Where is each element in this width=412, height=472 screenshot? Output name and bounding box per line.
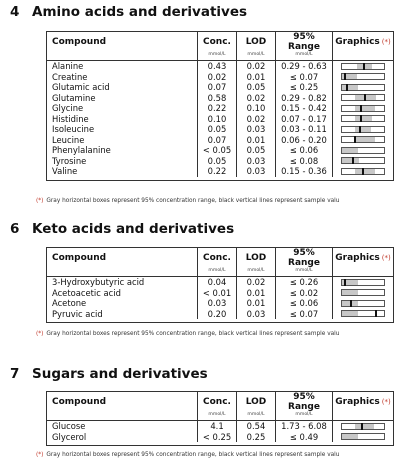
keto-acids-table (46, 247, 394, 323)
table-bottom-padding (47, 319, 393, 322)
lod-value: 0.02 (246, 92, 266, 103)
sample-value-marker (346, 84, 348, 91)
table-row (47, 166, 393, 177)
table-row (47, 309, 393, 320)
header-range: 95% Range (288, 32, 320, 52)
footnote-mark: (*) (36, 198, 44, 204)
range-box (342, 290, 358, 295)
table-row (47, 114, 393, 125)
sample-value-marker (360, 105, 362, 112)
graphics-cell (333, 157, 393, 164)
range-value: 0.15 - 0.42 (281, 103, 327, 114)
table-row (47, 124, 393, 135)
table-header (47, 392, 393, 412)
lod-value: 0.05 (246, 82, 266, 93)
lod-value: 0.03 (246, 155, 266, 166)
range-value: ≤ 0.07 (289, 308, 319, 319)
header-graphics-label: Graphics (335, 253, 380, 263)
range-box (342, 158, 359, 163)
unit-range: mmol/L (295, 52, 313, 57)
section-heading: Sugars and derivatives (32, 366, 208, 382)
concentration-value: < 0.25 (202, 431, 232, 442)
range-bar (341, 136, 385, 143)
lod-value: 0.02 (246, 113, 266, 124)
lod-value: 0.10 (246, 103, 266, 114)
concentration-value: 0.10 (207, 113, 227, 124)
range-value: ≤ 0.49 (289, 431, 319, 442)
range-value: 0.03 - 0.11 (281, 124, 327, 135)
section-number: 4 (10, 4, 20, 20)
range-bar (341, 115, 385, 122)
graphics-cell (333, 289, 393, 296)
range-bar (341, 168, 385, 175)
concentration-value: 0.07 (207, 82, 227, 93)
compound-name: Creatine (52, 71, 88, 82)
sample-value-marker (350, 300, 352, 307)
range-box (354, 137, 375, 142)
footnote-mark: (*) (36, 452, 44, 458)
unit-lod: mmol/L (247, 412, 265, 417)
header-compound: Compound (52, 253, 107, 263)
range-box (355, 424, 374, 429)
concentration-value: < 0.05 (202, 145, 232, 156)
graphics-cell (333, 310, 393, 317)
section-number: 6 (10, 221, 20, 237)
table-row (47, 103, 393, 114)
concentration-value: < 0.01 (202, 287, 232, 298)
table-row (47, 156, 393, 167)
compound-name: Pyruvic acid (52, 308, 103, 319)
header-ref-mark: (*) (381, 38, 391, 46)
range-bar (341, 126, 385, 133)
unit-range: mmol/L (295, 268, 313, 273)
table-row (47, 135, 393, 146)
concentration-value: 0.07 (207, 134, 227, 145)
range-value: ≤ 0.06 (289, 298, 319, 309)
graphics-cell (333, 115, 393, 122)
sample-value-marker (363, 63, 365, 70)
range-box (355, 127, 372, 132)
header-ref-mark: (*) (381, 398, 391, 406)
footnote (36, 331, 339, 337)
graphics-cell (333, 147, 393, 154)
table-row (47, 288, 393, 299)
range-bar (341, 63, 385, 70)
header-graphics (333, 37, 393, 47)
lod-value: 0.01 (246, 71, 266, 82)
footnote-text: Gray horizontal boxes represent 95% concentration range, black vertical lines represent sample valu (46, 452, 340, 458)
header-graphics (333, 397, 393, 407)
table-row (47, 298, 393, 309)
range-box (342, 148, 358, 153)
compound-name: Glucose (52, 421, 86, 432)
compound-name: Glycine (52, 103, 84, 114)
table-header (47, 32, 393, 52)
table-row (47, 72, 393, 83)
lod-value: 0.01 (246, 287, 266, 298)
unit-lod: mmol/L (247, 268, 265, 273)
compound-name: Valine (52, 166, 78, 177)
amino-acids-table (46, 31, 394, 181)
compound-name: Histidine (52, 113, 89, 124)
graphics-cell (333, 300, 393, 307)
lod-value: 0.05 (246, 145, 266, 156)
graphics-cell (333, 168, 393, 175)
footnote (36, 198, 339, 204)
range-value: ≤ 0.26 (289, 277, 319, 288)
concentration-value: 0.43 (207, 61, 227, 72)
concentration-value: 4.1 (210, 421, 224, 432)
header-lod: LOD (245, 253, 267, 263)
section-heading: Amino acids and derivatives (32, 4, 248, 20)
sample-value-marker (354, 136, 356, 143)
section-title (10, 366, 208, 382)
range-box (355, 116, 373, 121)
concentration-value: 0.58 (207, 92, 227, 103)
table-row (47, 61, 393, 72)
units-graphics (333, 52, 393, 60)
range-bar (341, 105, 385, 112)
table-row (47, 93, 393, 104)
graphics-cell (333, 94, 393, 101)
graphics-cell (333, 73, 393, 80)
table-row (47, 432, 393, 443)
lod-value: 0.03 (246, 124, 266, 135)
header-lod: LOD (245, 37, 267, 47)
sugars-table (46, 391, 394, 446)
range-bar (341, 310, 385, 317)
unit-conc: mmol/L (208, 268, 226, 273)
header-compound: Compound (52, 397, 107, 407)
units-row (47, 52, 393, 61)
sample-value-marker (361, 423, 363, 430)
header-range: 95% Range (288, 248, 320, 268)
table-bottom-padding (47, 442, 393, 445)
header-ref-mark: (*) (381, 254, 391, 262)
units-row (47, 268, 393, 277)
concentration-value: 0.05 (207, 155, 227, 166)
range-box (342, 311, 358, 316)
footnote-mark: (*) (36, 331, 44, 337)
header-conc: Conc. (203, 37, 231, 47)
sample-value-marker (344, 279, 346, 286)
footnote-text: Gray horizontal boxes represent 95% concentration range, black vertical lines represent sample valu (46, 198, 340, 204)
concentration-value: 0.03 (207, 298, 227, 309)
range-bar (341, 423, 385, 430)
graphics-cell (333, 279, 393, 286)
range-value: 0.29 - 0.82 (281, 92, 327, 103)
concentration-value: 0.20 (207, 308, 227, 319)
unit-range: mmol/L (295, 412, 313, 417)
range-bar (341, 300, 385, 307)
table-header (47, 248, 393, 268)
graphics-cell (333, 105, 393, 112)
concentration-value: 0.02 (207, 71, 227, 82)
header-compound: Compound (52, 37, 107, 47)
header-range: 95% Range (288, 392, 320, 412)
header-graphics-label: Graphics (335, 37, 380, 47)
lod-value: 0.03 (246, 308, 266, 319)
compound-name: Acetoacetic acid (52, 287, 121, 298)
concentration-value: 0.04 (207, 277, 227, 288)
unit-conc: mmol/L (208, 52, 226, 57)
sample-value-marker (362, 168, 364, 175)
sample-value-marker (364, 94, 366, 101)
graphics-cell (333, 433, 393, 440)
range-value: 0.15 - 0.36 (281, 166, 327, 177)
range-bar (341, 289, 385, 296)
range-value: 0.07 - 0.17 (281, 113, 327, 124)
compound-name: Acetone (52, 298, 87, 309)
range-value: ≤ 0.08 (289, 155, 319, 166)
range-value: 0.06 - 0.20 (281, 134, 327, 145)
range-box (355, 106, 374, 111)
range-box (355, 169, 374, 174)
lod-value: 0.02 (246, 277, 266, 288)
graphics-cell (333, 126, 393, 133)
section-number: 7 (10, 366, 20, 382)
lod-value: 0.01 (246, 298, 266, 309)
units-compound (47, 268, 197, 276)
lod-value: 0.02 (246, 61, 266, 72)
lod-value: 0.25 (246, 431, 266, 442)
units-compound (47, 412, 197, 420)
concentration-value: 0.22 (207, 103, 227, 114)
range-bar (341, 433, 385, 440)
unit-conc: mmol/L (208, 412, 226, 417)
graphics-cell (333, 63, 393, 70)
range-box (342, 434, 358, 439)
section-title (10, 4, 247, 20)
header-conc: Conc. (203, 397, 231, 407)
compound-name: Tyrosine (52, 155, 87, 166)
range-box (342, 85, 358, 90)
footnote-text: Gray horizontal boxes represent 95% concentration range, black vertical lines represent sample valu (46, 331, 340, 337)
unit-lod: mmol/L (247, 52, 265, 57)
range-bar (341, 279, 385, 286)
compound-name: Leucine (52, 134, 85, 145)
sample-value-marker (360, 115, 362, 122)
concentration-value: 0.22 (207, 166, 227, 177)
compound-name: Glycerol (52, 431, 87, 442)
range-bar (341, 157, 385, 164)
compound-name: Phenylalanine (52, 145, 111, 156)
lod-value: 0.01 (246, 134, 266, 145)
units-compound (47, 52, 197, 60)
range-value: ≤ 0.02 (289, 287, 319, 298)
range-value: 1.73 - 6.08 (281, 421, 327, 432)
units-graphics (333, 412, 393, 420)
graphics-cell (333, 84, 393, 91)
range-value: ≤ 0.06 (289, 145, 319, 156)
range-bar (341, 94, 385, 101)
compound-name: 3-Hydroxybutyric acid (52, 277, 145, 288)
range-value: ≤ 0.25 (289, 82, 319, 93)
compound-name: Isoleucine (52, 124, 95, 135)
lod-value: 0.03 (246, 166, 266, 177)
range-value: 0.29 - 0.63 (281, 61, 327, 72)
section-title (10, 221, 234, 237)
table-row (47, 421, 393, 432)
range-bar (341, 147, 385, 154)
compound-name: Glutamic acid (52, 82, 110, 93)
concentration-value: 0.05 (207, 124, 227, 135)
range-value: ≤ 0.07 (289, 71, 319, 82)
header-graphics (333, 253, 393, 263)
units-graphics (333, 268, 393, 276)
sample-value-marker (344, 73, 346, 80)
header-graphics-label: Graphics (335, 397, 380, 407)
header-lod: LOD (245, 397, 267, 407)
sample-value-marker (352, 157, 354, 164)
compound-name: Alanine (52, 61, 84, 72)
table-row (47, 82, 393, 93)
footnote (36, 452, 339, 458)
table-bottom-padding (47, 177, 393, 180)
header-conc: Conc. (203, 253, 231, 263)
table-row (47, 277, 393, 288)
sample-value-marker (359, 126, 361, 133)
range-bar (341, 84, 385, 91)
graphics-cell (333, 136, 393, 143)
sample-value-marker (375, 310, 377, 317)
lod-value: 0.54 (246, 421, 266, 432)
compound-name: Glutamine (52, 92, 96, 103)
table-row (47, 145, 393, 156)
section-heading: Keto acids and derivatives (32, 221, 235, 237)
range-bar (341, 73, 385, 80)
graphics-cell (333, 423, 393, 430)
units-row (47, 412, 393, 421)
